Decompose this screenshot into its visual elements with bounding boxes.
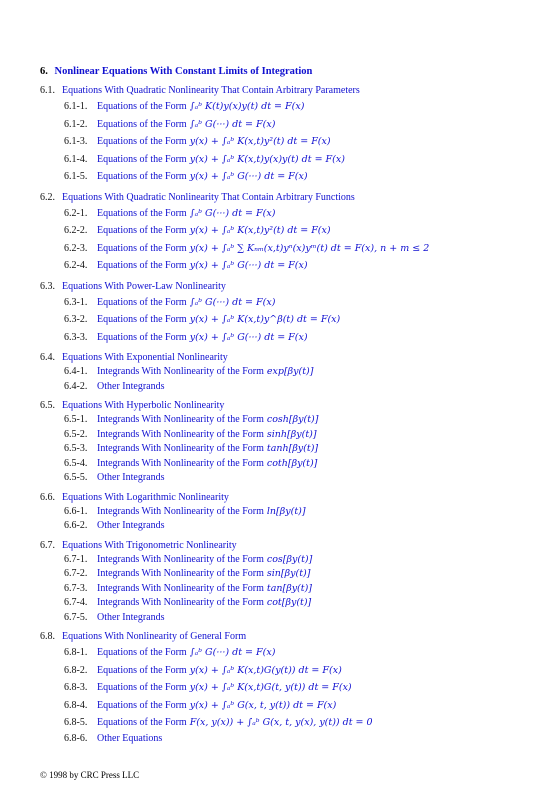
toc-subsection-link[interactable] bbox=[40, 679, 520, 697]
subsection-number: 6.7-1. bbox=[64, 553, 88, 565]
subsection-number: 6.8-6. bbox=[64, 732, 88, 744]
toc-section bbox=[40, 191, 520, 275]
subsection-title: Equations of the Form bbox=[97, 207, 187, 219]
subsection-title: Equations of the Form bbox=[97, 225, 187, 236]
subsection-formula: ln[βy(t)] bbox=[266, 505, 306, 517]
subsection-number: 6.3-1. bbox=[64, 296, 88, 308]
subsection-number: 6.8-1. bbox=[64, 647, 88, 658]
subsection-title: Integrands With Nonlinearity of the Form bbox=[97, 568, 264, 579]
subsection-title: Other Integrands bbox=[97, 520, 165, 531]
subsection-title: Equations of the Form bbox=[97, 699, 187, 711]
toc-section bbox=[40, 399, 520, 486]
section-title: Equations With Hyperbolic Nonlinearity bbox=[62, 400, 225, 411]
toc-subsection-link[interactable] bbox=[40, 505, 520, 520]
subsection-title: Equations of the Form bbox=[97, 260, 187, 271]
toc-subsection-link[interactable] bbox=[40, 365, 520, 380]
toc-subsection-link[interactable] bbox=[40, 714, 520, 732]
chapter-number: 6. bbox=[40, 66, 48, 77]
subsection-number: 6.1-5. bbox=[64, 171, 88, 182]
subsection-title: Equations of the Form bbox=[97, 331, 187, 343]
subsection-formula: exp[βy(t)] bbox=[266, 366, 314, 377]
subsection-title: Equations of the Form bbox=[97, 101, 187, 112]
toc-section-link[interactable] bbox=[40, 630, 520, 644]
toc-section-link[interactable] bbox=[40, 280, 520, 294]
subsection-number: 6.6-2. bbox=[64, 520, 88, 531]
toc-subsection-link[interactable] bbox=[40, 311, 520, 329]
subsection-formula: cos[βy(t)] bbox=[266, 553, 313, 565]
toc-section bbox=[40, 630, 520, 746]
subsection-title: Integrands With Nonlinearity of the Form bbox=[97, 443, 264, 454]
subsection-formula: sin[βy(t)] bbox=[266, 568, 311, 579]
subsection-title: Other Integrands bbox=[97, 472, 165, 483]
toc-subsection-link[interactable] bbox=[40, 596, 520, 611]
section-number: 6.1. bbox=[40, 85, 55, 96]
toc-section bbox=[40, 351, 520, 394]
toc-subsection-link[interactable] bbox=[40, 116, 520, 134]
subsection-formula: ∫ₐᵇ G(···) dt = F(x) bbox=[189, 296, 276, 308]
toc-section-link[interactable] bbox=[40, 491, 520, 505]
toc-subsection-link[interactable] bbox=[40, 553, 520, 568]
toc-subsection-link[interactable] bbox=[40, 697, 520, 715]
toc-section-link[interactable] bbox=[40, 191, 520, 205]
toc-subsection-link[interactable] bbox=[40, 168, 520, 186]
toc-subsection-link[interactable] bbox=[40, 240, 520, 258]
subsection-formula: y(x) + ∫ₐᵇ G(···) dt = F(x) bbox=[189, 260, 308, 271]
subsection-number: 6.1-4. bbox=[64, 153, 88, 165]
subsection-formula: ∫ₐᵇ G(···) dt = F(x) bbox=[189, 207, 276, 219]
toc-section bbox=[40, 491, 520, 534]
subsection-formula: ∫ₐᵇ G(···) dt = F(x) bbox=[189, 118, 276, 130]
subsection-formula: y(x) + ∫ₐᵇ G(···) dt = F(x) bbox=[189, 171, 308, 182]
subsection-number: 6.8-4. bbox=[64, 699, 88, 711]
chapter-title-text: Nonlinear Equations With Constant Limits of Integration bbox=[54, 66, 313, 77]
subsection-number: 6.4-2. bbox=[64, 380, 88, 392]
subsection-formula: cot[βy(t)] bbox=[266, 597, 312, 608]
section-number: 6.6. bbox=[40, 491, 55, 503]
subsection-number: 6.5-3. bbox=[64, 443, 88, 454]
subsection-formula: y(x) + ∫ₐᵇ K(x,t)y(x)y(t) dt = F(x) bbox=[189, 153, 345, 165]
subsection-number: 6.2-4. bbox=[64, 260, 88, 271]
toc-subsection-link[interactable] bbox=[40, 98, 520, 116]
toc-subsection-link[interactable] bbox=[40, 205, 520, 223]
section-title: Equations With Quadratic Nonlinearity That Contain Arbitrary Parameters bbox=[62, 85, 360, 96]
subsection-formula: y(x) + ∫ₐᵇ G(···) dt = F(x) bbox=[189, 331, 308, 343]
section-title: Equations With Trigonometric Nonlinearity bbox=[62, 539, 237, 551]
toc-subsection-link[interactable] bbox=[40, 582, 520, 597]
toc-subsection-link[interactable] bbox=[40, 442, 520, 457]
section-title: Equations With Logarithmic Nonlinearity bbox=[62, 491, 229, 503]
subsection-title: Equations of the Form bbox=[97, 118, 187, 130]
subsection-title: Equations of the Form bbox=[97, 647, 187, 658]
toc-subsection-link[interactable] bbox=[40, 519, 520, 534]
subsection-title: Equations of the Form bbox=[97, 136, 187, 147]
subsection-number: 6.2-3. bbox=[64, 242, 88, 254]
subsection-title: Equations of the Form bbox=[97, 296, 187, 308]
toc-section bbox=[40, 539, 520, 626]
subsection-formula: cosh[βy(t)] bbox=[266, 414, 319, 425]
section-number: 6.7. bbox=[40, 539, 55, 551]
subsection-formula: F(x, y(x)) + ∫ₐᵇ G(x, t, y(x), y(t)) dt = 0 bbox=[189, 717, 373, 728]
toc-subsection-link[interactable] bbox=[40, 457, 520, 472]
toc-subsection-link[interactable] bbox=[40, 644, 520, 662]
subsection-number: 6.6-1. bbox=[64, 505, 88, 517]
subsection-formula: y(x) + ∫ₐᵇ K(x,t)y²(t) dt = F(x) bbox=[189, 136, 331, 147]
subsection-number: 6.7-4. bbox=[64, 597, 88, 608]
section-title: Equations With Exponential Nonlinearity bbox=[62, 352, 228, 363]
chapter-title[interactable] bbox=[40, 66, 312, 77]
subsection-formula: tanh[βy(t)] bbox=[266, 443, 319, 454]
subsection-number: 6.3-2. bbox=[64, 314, 88, 325]
toc-subsection-link[interactable] bbox=[40, 294, 520, 312]
toc-subsection-link[interactable] bbox=[40, 133, 520, 151]
subsection-title: Integrands With Nonlinearity of the Form bbox=[97, 582, 264, 594]
toc-subsection-link[interactable] bbox=[40, 151, 520, 169]
subsection-title: Equations of the Form bbox=[97, 717, 187, 728]
subsection-title: Equations of the Form bbox=[97, 664, 187, 676]
toc-subsection-link[interactable] bbox=[40, 329, 520, 347]
subsection-number: 6.3-3. bbox=[64, 331, 88, 343]
section-title: Equations With Nonlinearity of General Form bbox=[62, 631, 247, 642]
toc-subsection-link[interactable] bbox=[40, 257, 520, 275]
subsection-title: Equations of the Form bbox=[97, 314, 187, 325]
subsection-number: 6.5-5. bbox=[64, 472, 88, 483]
toc-subsection-link[interactable] bbox=[40, 567, 520, 582]
toc-section bbox=[40, 280, 520, 347]
toc-section bbox=[40, 84, 520, 186]
toc-subsection-link[interactable] bbox=[40, 471, 520, 486]
subsection-formula: ∫ₐᵇ K(t)y(x)y(t) dt = F(x) bbox=[189, 101, 305, 112]
subsection-title: Integrands With Nonlinearity of the Form bbox=[97, 428, 264, 440]
subsection-number: 6.7-2. bbox=[64, 568, 88, 579]
subsection-formula: tan[βy(t)] bbox=[266, 582, 312, 594]
table-of-contents bbox=[40, 84, 520, 746]
section-number: 6.8. bbox=[40, 631, 55, 642]
subsection-title: Other Integrands bbox=[97, 380, 165, 392]
subsection-title: Equations of the Form bbox=[97, 153, 187, 165]
section-number: 6.2. bbox=[40, 191, 55, 203]
subsection-title: Equations of the Form bbox=[97, 171, 187, 182]
subsection-title: Integrands With Nonlinearity of the Form bbox=[97, 414, 264, 425]
subsection-title: Integrands With Nonlinearity of the Form bbox=[97, 366, 264, 377]
subsection-formula: y(x) + ∫ₐᵇ ∑ Kₙₘ(x,t)yⁿ(x)yᵐ(t) dt = F(x), n + m ≤ 2 bbox=[189, 242, 430, 254]
subsection-title: Integrands With Nonlinearity of the Form bbox=[97, 457, 264, 469]
subsection-title: Other Equations bbox=[97, 732, 163, 744]
subsection-formula: ∫ₐᵇ G(···) dt = F(x) bbox=[189, 647, 276, 658]
subsection-formula: y(x) + ∫ₐᵇ K(x,t)y²(t) dt = F(x) bbox=[189, 225, 331, 236]
section-title: Equations With Power-Law Nonlinearity bbox=[62, 280, 226, 292]
subsection-title: Other Integrands bbox=[97, 611, 165, 623]
subsection-formula: y(x) + ∫ₐᵇ G(x, t, y(t)) dt = F(x) bbox=[189, 699, 337, 711]
toc-section-link[interactable] bbox=[40, 84, 520, 98]
subsection-title: Integrands With Nonlinearity of the Form bbox=[97, 597, 264, 608]
toc-subsection-link[interactable] bbox=[40, 611, 520, 626]
subsection-title: Integrands With Nonlinearity of the Form bbox=[97, 553, 264, 565]
subsection-number: 6.5-1. bbox=[64, 414, 88, 425]
subsection-formula: y(x) + ∫ₐᵇ K(x,t)G(y(t)) dt = F(x) bbox=[189, 664, 342, 676]
subsection-number: 6.7-5. bbox=[64, 611, 88, 623]
subsection-number: 6.4-1. bbox=[64, 366, 88, 377]
subsection-formula: y(x) + ∫ₐᵇ K(x,t)y^β(t) dt = F(x) bbox=[189, 314, 341, 325]
subsection-title: Equations of the Form bbox=[97, 682, 187, 693]
subsection-number: 6.2-2. bbox=[64, 225, 88, 236]
subsection-number: 6.1-1. bbox=[64, 101, 88, 112]
subsection-number: 6.1-2. bbox=[64, 118, 88, 130]
subsection-formula: coth[βy(t)] bbox=[266, 457, 318, 469]
toc-section-link[interactable] bbox=[40, 539, 520, 553]
section-number: 6.3. bbox=[40, 280, 55, 292]
subsection-number: 6.8-3. bbox=[64, 682, 88, 693]
subsection-formula: sinh[βy(t)] bbox=[266, 428, 317, 440]
copyright-footer: © 1998 by CRC Press LLC bbox=[40, 770, 140, 780]
subsection-formula: y(x) + ∫ₐᵇ K(x,t)G(t, y(t)) dt = F(x) bbox=[189, 682, 352, 693]
section-title: Equations With Quadratic Nonlinearity That Contain Arbitrary Functions bbox=[62, 191, 355, 203]
toc-section-link[interactable] bbox=[40, 399, 520, 413]
subsection-number: 6.2-1. bbox=[64, 207, 88, 219]
section-number: 6.5. bbox=[40, 400, 55, 411]
toc-subsection-link[interactable] bbox=[40, 428, 520, 443]
section-number: 6.4. bbox=[40, 352, 55, 363]
toc-section-link[interactable] bbox=[40, 351, 520, 365]
subsection-number: 6.1-3. bbox=[64, 136, 88, 147]
toc-subsection-link[interactable] bbox=[40, 413, 520, 428]
toc-subsection-link[interactable] bbox=[40, 222, 520, 240]
toc-subsection-link[interactable] bbox=[40, 380, 520, 395]
subsection-title: Integrands With Nonlinearity of the Form bbox=[97, 505, 264, 517]
subsection-number: 6.7-3. bbox=[64, 582, 88, 594]
toc-subsection-link[interactable] bbox=[40, 662, 520, 680]
subsection-number: 6.8-5. bbox=[64, 717, 88, 728]
subsection-number: 6.5-4. bbox=[64, 457, 88, 469]
subsection-title: Equations of the Form bbox=[97, 242, 187, 254]
toc-subsection-link[interactable] bbox=[40, 732, 520, 747]
subsection-number: 6.5-2. bbox=[64, 428, 88, 440]
subsection-number: 6.8-2. bbox=[64, 664, 88, 676]
